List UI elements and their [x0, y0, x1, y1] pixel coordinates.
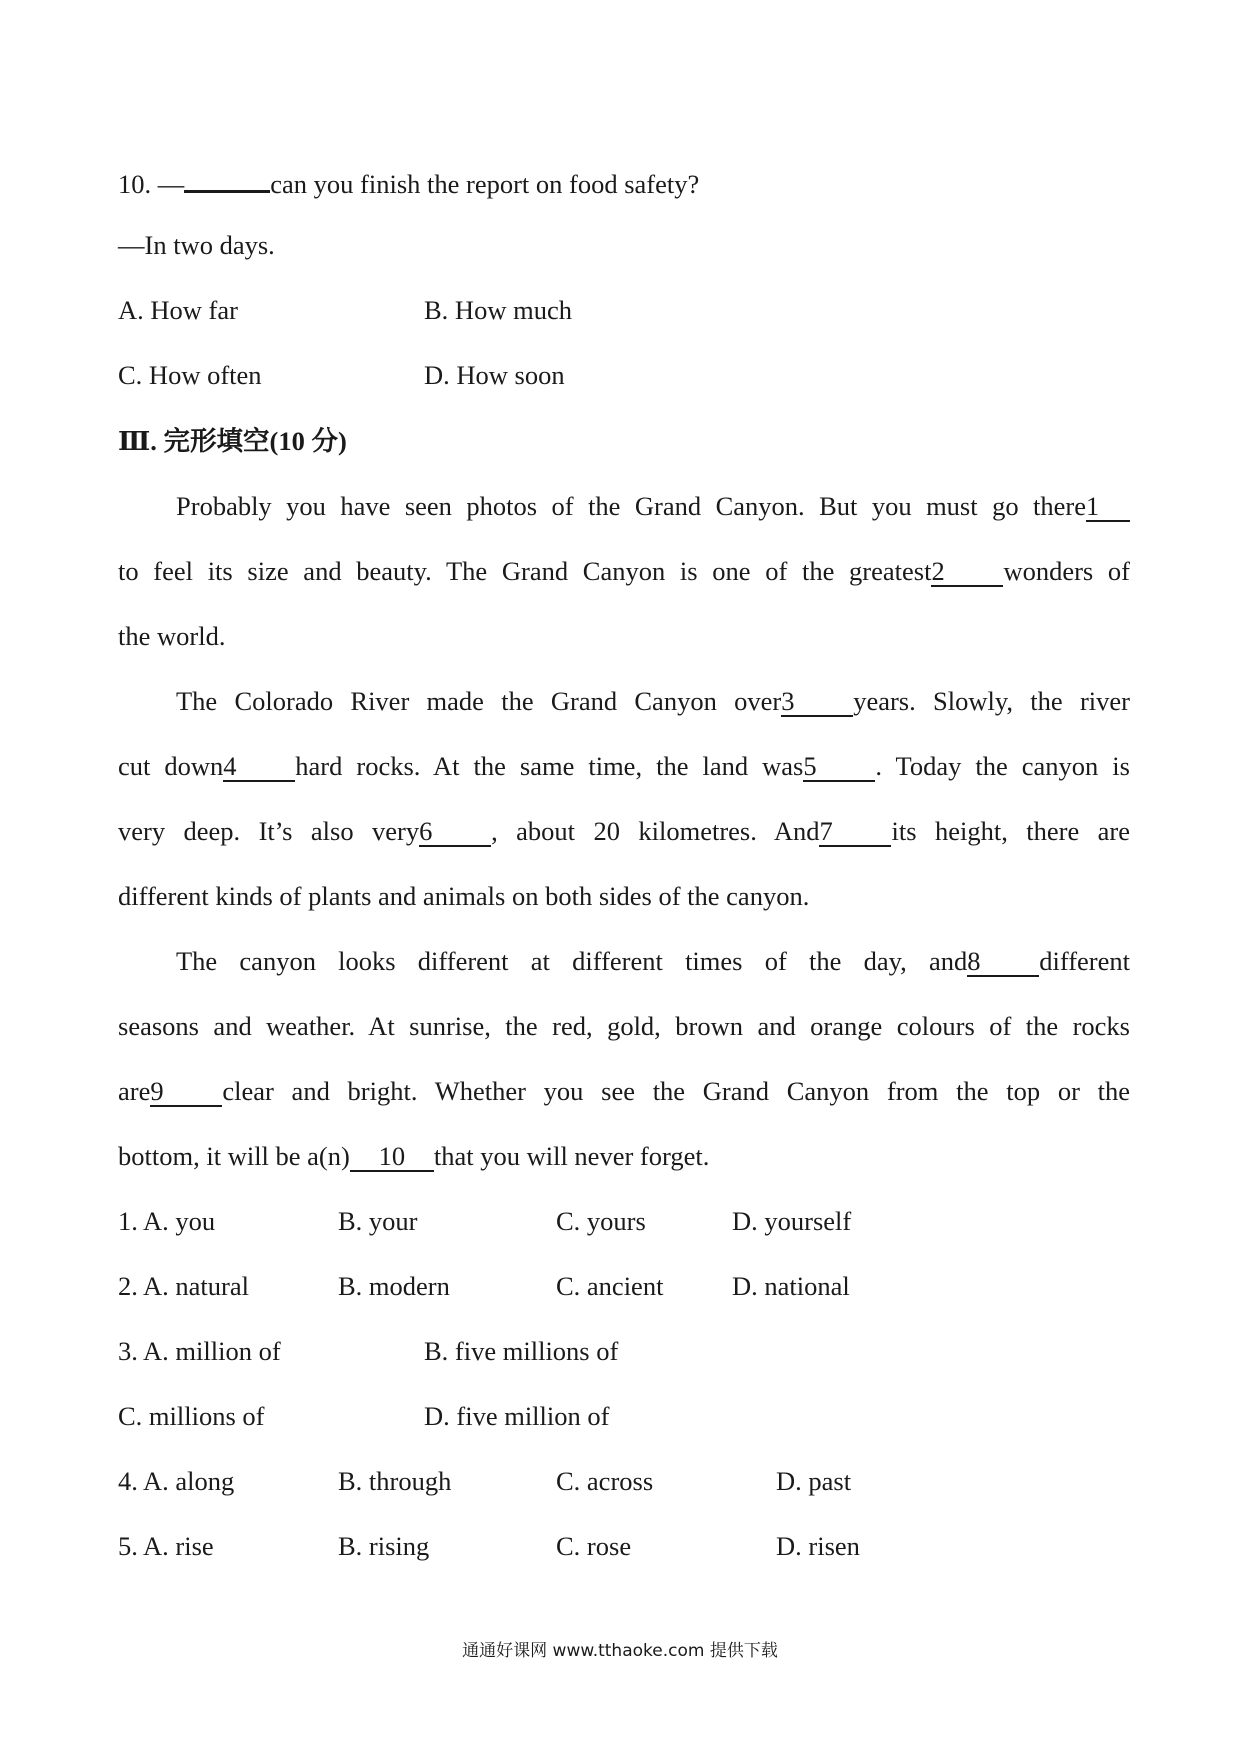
passage-text: bottom, it will be a(n) [118, 1141, 350, 1171]
blank-2: 2 [931, 557, 1003, 587]
passage-text: Probably you have seen photos of the Grand Canyon. But you must go there [176, 491, 1086, 521]
q5-option-a: 5. A. rise [118, 1531, 214, 1561]
passage-text: . Today the canyon is [875, 751, 1130, 781]
passage-text: wonders of [1003, 556, 1131, 586]
q10-option-a: A. How far [118, 295, 238, 325]
blank-6: 6 [419, 817, 491, 847]
blank-1: 1 [1086, 492, 1130, 522]
passage-text: The Colorado River made the Grand Canyon over [176, 686, 782, 716]
blank-10: 10 [350, 1142, 434, 1172]
blank-4: 4 [223, 752, 295, 782]
q2-option-d: D. national [732, 1271, 850, 1301]
q3-option-c: C. millions of [118, 1401, 265, 1431]
blank-5: 5 [803, 752, 875, 782]
passage-text: , about 20 kilometres. And [491, 816, 820, 846]
q5-option-c: C. rose [556, 1531, 632, 1561]
passage-p2-line-3 [118, 814, 1130, 848]
passage-text: are [118, 1076, 151, 1106]
blank-9: 9 [150, 1077, 222, 1107]
passage-text: very deep. It’s also very [118, 816, 420, 846]
passage-p3-line-2: seasons and weather. At sunrise, the red, gold, brown and orange colours of the rocks [118, 1011, 1130, 1041]
passage-text: The canyon looks different at different times of the day, and [176, 946, 968, 976]
passage-text: that you will never forget. [433, 1141, 710, 1171]
q4-option-d: D. past [776, 1466, 852, 1496]
passage-text: its height, there are [891, 816, 1130, 846]
passage-p1-line-1 [176, 489, 1130, 523]
q4-option-b: B. through [338, 1466, 452, 1496]
q2-option-a: 2. A. natural [118, 1271, 249, 1301]
q4-option-a: 4. A. along [118, 1466, 235, 1496]
passage-text: different [1039, 946, 1130, 976]
blank-7: 7 [819, 817, 891, 847]
passage-text: hard rocks. At the same time, the land was [295, 751, 804, 781]
q10-option-d: D. How soon [424, 360, 565, 390]
passage-p3-line-3 [118, 1074, 1130, 1108]
passage-p2-line-2 [118, 749, 1130, 783]
q3-option-d: D. five million of [424, 1401, 610, 1431]
q2-option-b: B. modern [338, 1271, 450, 1301]
question-number: 10. — [118, 169, 185, 199]
q1-option-b: B. your [338, 1206, 418, 1236]
q5-option-b: B. rising [338, 1531, 430, 1561]
q10-option-b: B. How much [424, 295, 572, 325]
q3-option-a: 3. A. million of [118, 1336, 281, 1366]
question-text: can you finish the report on food safety? [270, 169, 700, 199]
q2-option-c: C. ancient [556, 1271, 664, 1301]
answer-blank [184, 164, 270, 193]
q4-option-c: C. across [556, 1466, 654, 1496]
q1-option-d: D. yourself [732, 1206, 852, 1236]
blank-8: 8 [967, 947, 1039, 977]
q3-option-b: B. five millions of [424, 1336, 619, 1366]
passage-p3-line-1 [176, 944, 1130, 978]
q5-option-d: D. risen [776, 1531, 860, 1561]
passage-text: clear and bright. Whether you see the Grand Canyon from the top or the [222, 1076, 1130, 1106]
blank-3: 3 [781, 687, 853, 717]
q1-option-a: 1. A. you [118, 1206, 216, 1236]
passage-p3-line-4 [118, 1139, 1130, 1173]
passage-text: years. Slowly, the river [853, 686, 1130, 716]
question-10-stem [118, 164, 1130, 201]
q10-option-c: C. How often [118, 360, 262, 390]
passage-p2-line-4: different kinds of plants and animals on both sides of the canyon. [118, 881, 810, 911]
q1-option-c: C. yours [556, 1206, 646, 1236]
passage-text: cut down [118, 751, 224, 781]
passage-p2-line-1 [176, 684, 1130, 718]
passage-p1-line-3: the world. [118, 621, 226, 651]
passage-p1-line-2 [118, 554, 1130, 588]
page-footer: 通通好课网 www.tthaoke.com 提供下载 [462, 1641, 778, 1661]
question-10-answer-line: —In two days. [118, 230, 275, 260]
passage-text: to feel its size and beauty. The Grand Canyon is one of the greatest [118, 556, 932, 586]
section-title: Ⅲ. 完形填空(10 分) [118, 426, 347, 456]
